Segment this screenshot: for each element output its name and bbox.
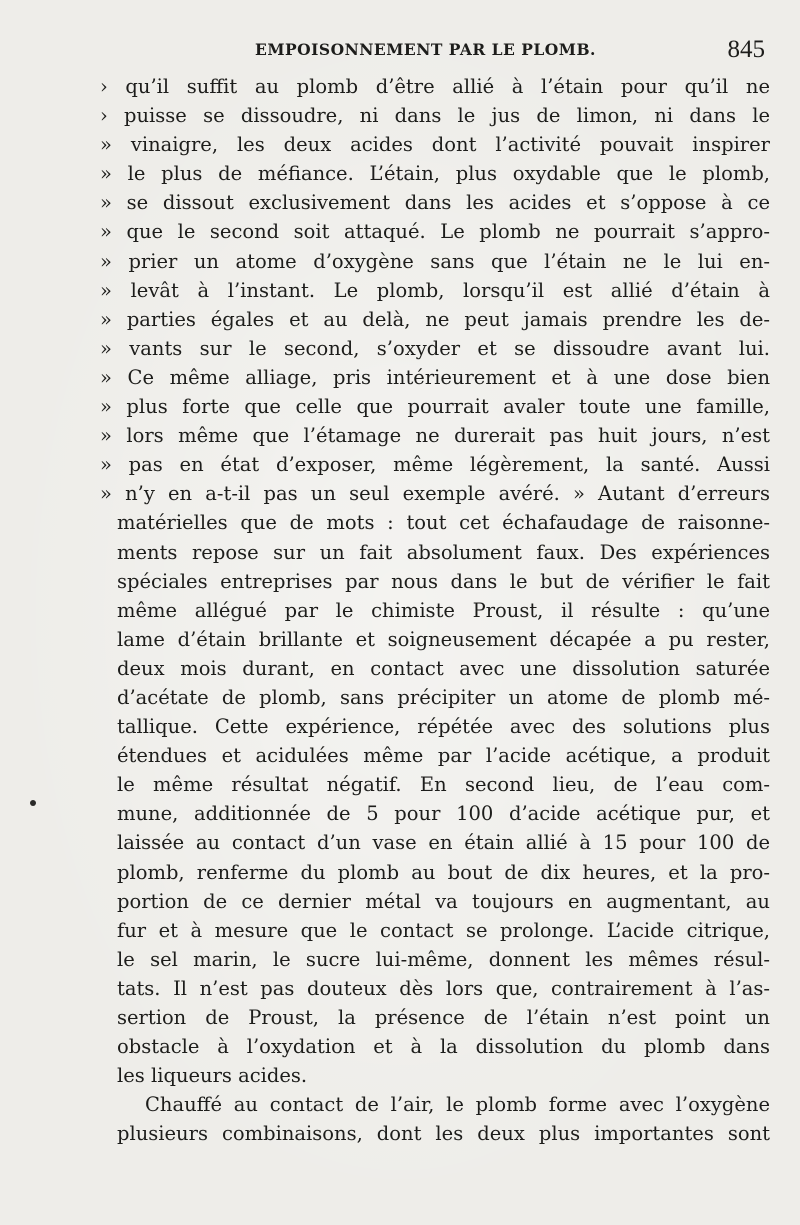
text-line: les liqueurs acides. xyxy=(117,1064,308,1088)
text-line: ments repose sur un fait absolument faux. Des expériences xyxy=(117,540,770,564)
text-line: d’acétate de plomb, sans précipiter un atome de plomb mé- xyxy=(117,685,770,709)
text-line: › qu’il suffit au plomb d’être allié à l’étain pour qu’il ne xyxy=(100,75,770,98)
body-text xyxy=(100,72,770,1148)
text-line: » que le second soit attaqué. Le plomb ne pourrait s’appro- xyxy=(100,220,770,244)
text-line: » n’y en a-t-il pas un seul exemple avéré. » Autant d’erreurs xyxy=(100,482,770,506)
running-title: EMPOISONNEMENT PAR LE PLOMB. xyxy=(255,40,596,59)
text-line: spéciales entreprises par nous dans le but de vérifier le fait xyxy=(117,569,770,593)
text-line: › puisse se dissoudre, ni dans le jus de limon, ni dans le xyxy=(100,104,770,128)
text-line: fur et à mesure que le contact se prolonge. L’acide citrique, xyxy=(117,918,770,942)
text-line: lame d’étain brillante et soigneusement décapée a pu rester, xyxy=(117,627,770,651)
text-line: » lors même que l’étamage ne durerait pas huit jours, n’est xyxy=(100,424,770,448)
margin-mark xyxy=(30,800,36,806)
text-line: deux mois durant, en contact avec une dissolution saturée xyxy=(117,656,770,680)
text-line: » Ce même alliage, pris intérieurement et à une dose bien xyxy=(100,365,770,389)
text-line: tats. Il n’est pas douteux dès lors que, contrairement à l’as- xyxy=(117,976,770,1000)
text-line: matérielles que de mots : tout cet échafaudage de raisonne- xyxy=(117,511,770,535)
text-line: sertion de Proust, la présence de l’étain n’est point un xyxy=(117,1006,770,1029)
text-line: tallique. Cette expérience, répétée avec des solutions plus xyxy=(117,715,770,739)
text-line: même allégué par le chimiste Proust, il résulte : qu’une xyxy=(117,598,770,622)
text-line: mune, additionnée de 5 pour 100 d’acide acétique pur, et xyxy=(117,802,770,826)
text-line: plomb, renferme du plomb au bout de dix heures, et la pro- xyxy=(117,860,770,884)
page-header xyxy=(255,36,765,66)
text-line: le même résultat négatif. En second lieu, de l’eau com- xyxy=(117,773,770,797)
text-line: laissée au contact d’un vase en étain allié à 15 pour 100 de xyxy=(117,831,770,855)
text-line: » pas en état d’exposer, même légèrement, la santé. Aussi xyxy=(100,453,770,477)
text-line: » vinaigre, les deux acides dont l’activité pouvait inspirer xyxy=(100,133,770,157)
text-line: portion de ce dernier métal va toujours en augmentant, au xyxy=(117,889,770,913)
text-line: » levât à l’instant. Le plomb, lorsqu’il est allié d’étain à xyxy=(100,278,770,302)
text-line: obstacle à l’oxydation et à la dissolution du plomb dans xyxy=(117,1035,770,1059)
text-line: » prier un atome d’oxygène sans que l’étain ne le lui en- xyxy=(100,249,770,273)
paragraph-first-line: Chauffé au contact de l’air, le plomb forme avec l’oxygène xyxy=(145,1093,770,1117)
text-line: » le plus de méfiance. L’étain, plus oxydable que le plomb, xyxy=(100,162,770,186)
text-line: » parties égales et au delà, ne peut jamais prendre les de- xyxy=(100,307,770,331)
text-line: étendues et acidulées même par l’acide acétique, a produit xyxy=(117,744,770,768)
text-line: » plus forte que celle que pourrait avaler toute une famille, xyxy=(100,395,770,419)
text-line: plusieurs combinaisons, dont les deux plus importantes sont xyxy=(117,1122,770,1146)
text-line: le sel marin, le sucre lui-même, donnent les mêmes résul- xyxy=(117,947,770,971)
page-number: 845 xyxy=(727,36,765,63)
text-line: » vants sur le second, s’oxyder et se dissoudre avant lui. xyxy=(100,336,770,360)
text-line: » se dissout exclusivement dans les acides et s’oppose à ce xyxy=(100,191,770,215)
